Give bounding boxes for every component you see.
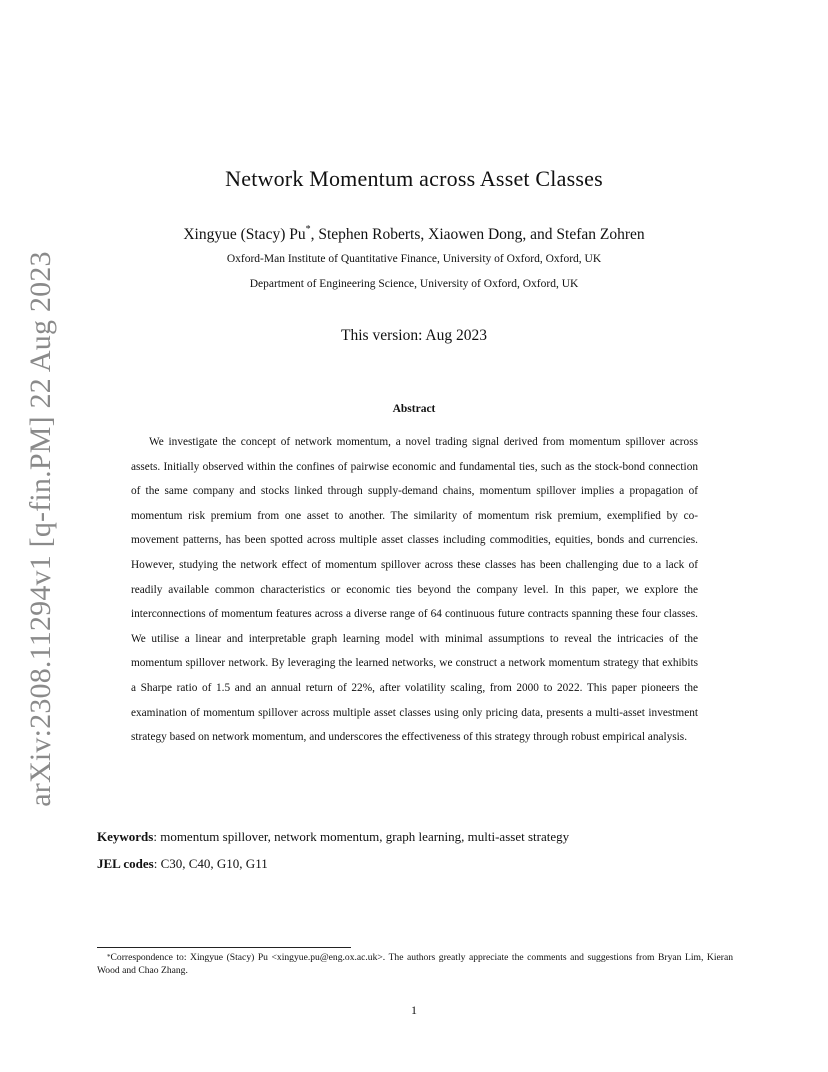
coauthor-names: , Stephen Roberts, Xiaowen Dong, and Stefan Zohren — [310, 226, 645, 243]
footnote-text: Correspondence to: Xingyue (Stacy) Pu <xingyue.pu@eng.ox.ac.uk>. The authors greatly appreciate the comments and suggestions from Bryan Lim, Kieran Wood and Chao Zhang. — [97, 952, 733, 976]
affiliation-oxford-man: Oxford-Man Institute of Quantitative Finance, University of Oxford, Oxford, UK — [226, 253, 602, 265]
footnote-divider — [97, 947, 351, 948]
version-date: This version: Aug 2023 — [341, 327, 487, 344]
abstract-text: We investigate the concept of network momentum, a novel trading signal derived from momentum spillover across assets. Initially observed within the confines of pairwise economic and fundamental ties, such as the stock-bond connection of the same company and stocks linked through supply-demand chains, momentum spillover implies a propagation of momentum risk premium from one asset to another. The similarity of momentum risk premium, exemplified by co-movement patterns, has been spotted across multiple asset classes including commodities, equities, bonds and currencies. However, studying the network effect of momentum spillover across these classes has been challenging due to a lack of readily available common characteristics or economic ties beyond the company level. In this paper, we explore the interconnections of momentum features across a diverse range of 64 continuous future contracts spanning these four classes. We utilise a linear and interpretable graph learning model with minimal assumptions to reveal the intricacies of the momentum spillover network. By leveraging the learned networks, we construct a network momentum strategy that exhibits a Sharpe ratio of 1.5 and an annual return of 22%, after volatility scaling, from 2000 to 2022. This paper pioneers the examination of momentum spillover across multiple asset classes using only pricing data, presents a multi-asset investment strategy based on network momentum, and underscores the effectiveness of this strategy through robust empirical analysis. — [131, 436, 698, 744]
page-number: 1 — [411, 1003, 417, 1017]
footnote-marker[interactable]: * — [305, 224, 311, 235]
jel-codes-label: JEL codes — [97, 856, 154, 871]
affiliation-engineering: Department of Engineering Science, University of Oxford, Oxford, UK — [249, 278, 579, 290]
paper-title: Network Momentum across Asset Classes — [225, 166, 603, 191]
jel-codes-value: : C30, C40, G10, G11 — [153, 856, 268, 871]
author-list — [0, 226, 828, 244]
abstract-heading: Abstract — [392, 403, 436, 415]
footnote-mark: * — [107, 953, 111, 961]
jel-codes-line — [97, 856, 268, 872]
arxiv-identifier-stamp[interactable]: arXiv:2308.11294v1 [q-fin.PM] 22 Aug 2023 — [24, 251, 57, 807]
first-author-name: Xingyue (Stacy) Pu — [183, 226, 306, 243]
keywords-line — [97, 829, 569, 845]
correspondence-footnote — [97, 951, 733, 977]
keywords-label: Keywords — [97, 829, 154, 844]
keywords-value: : momentum spillover, network momentum, graph learning, multi-asset strategy — [153, 829, 570, 844]
